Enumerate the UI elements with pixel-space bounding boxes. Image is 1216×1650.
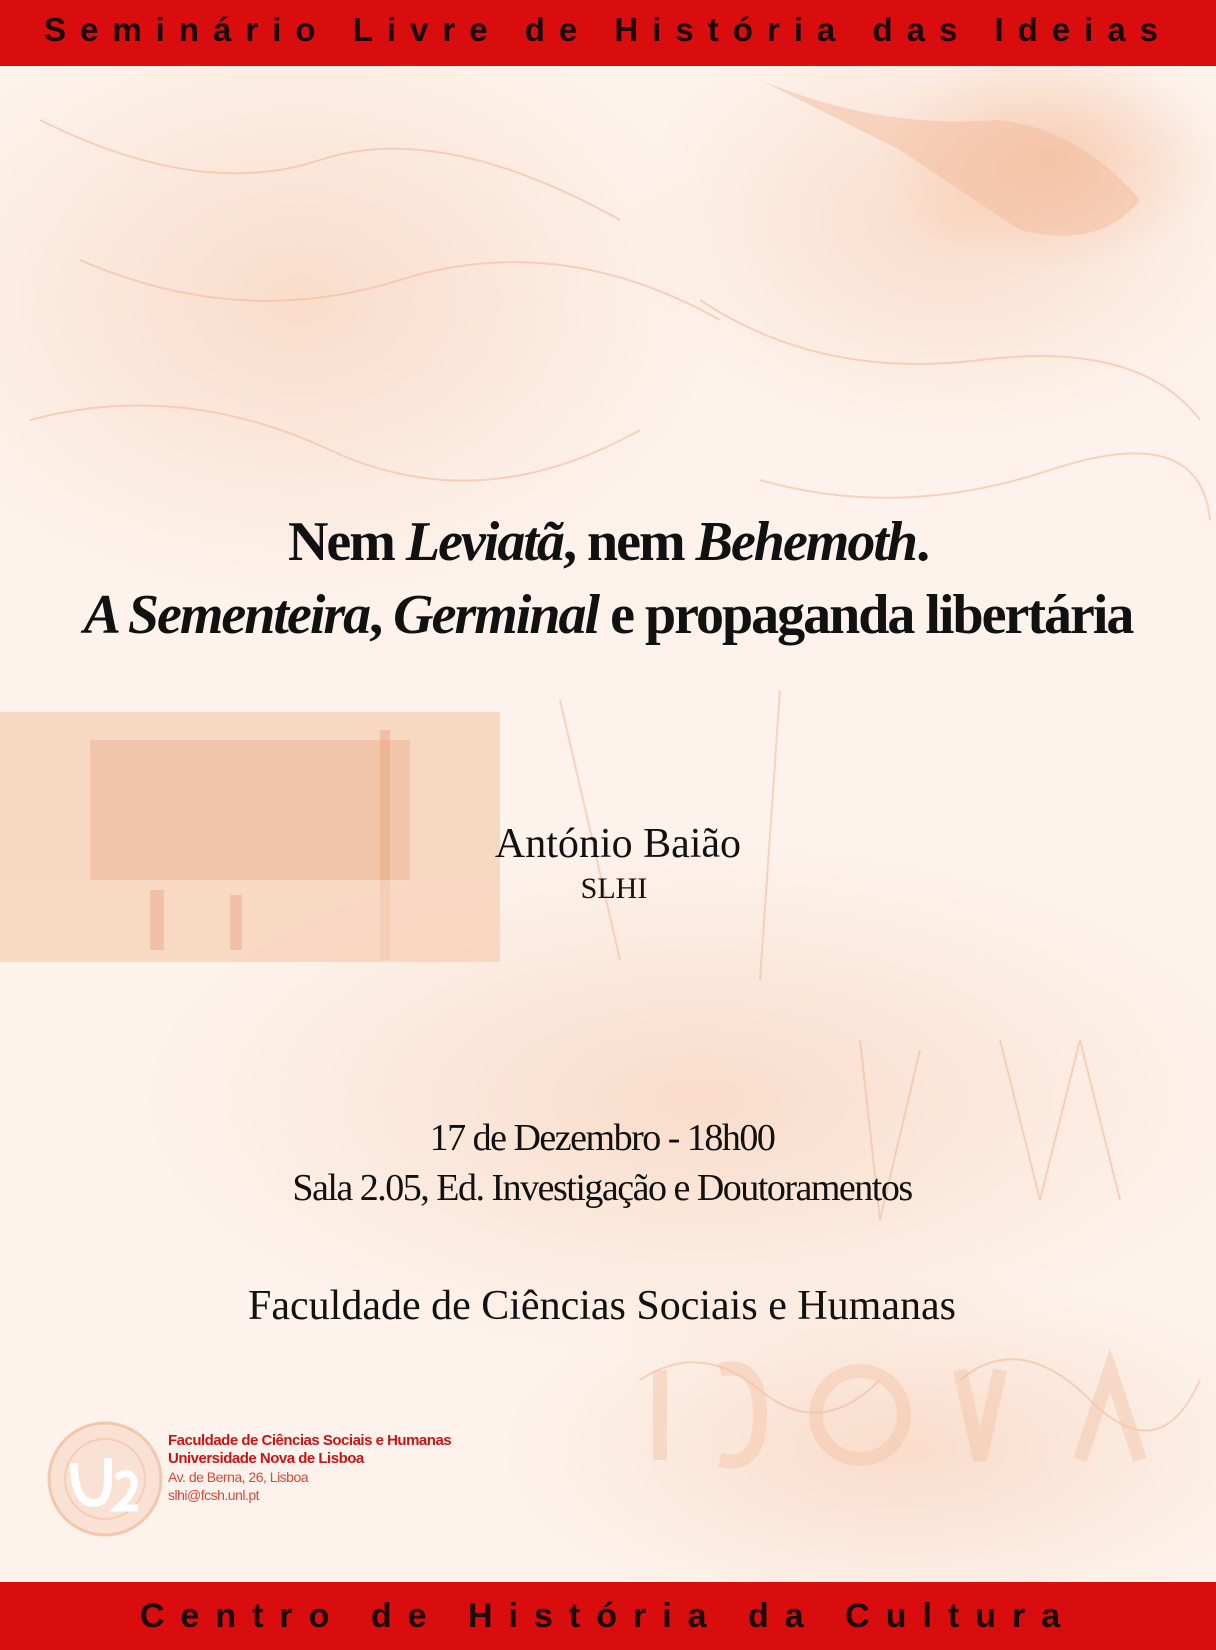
speaker-name: António Baião <box>494 821 742 867</box>
footer-university: Universidade Nova de Lisboa <box>168 1450 364 1467</box>
title-italic-germinal: Germinal <box>393 584 599 646</box>
title-italic-sementeira: A Sementeira <box>83 584 370 646</box>
footer-address: Av. de Berna, 26, Lisboa <box>168 1469 309 1485</box>
footer-email[interactable]: slhi@fcsh.unl.pt <box>168 1487 260 1503</box>
event-date-time: 17 de Dezembro - 18h00 <box>429 1117 775 1159</box>
speaker-affiliation: SLHI <box>580 872 648 905</box>
university-logo <box>44 1418 166 1540</box>
title-text: , nem <box>562 511 696 573</box>
header-title: Seminário Livre de História das Ideias <box>43 11 1173 48</box>
footer-title: Centro de História da Cultura <box>139 1596 1077 1635</box>
talk-title-line2 <box>0 583 1216 647</box>
footer-faculty: Faculdade de Ciências Sociais e Humanas <box>168 1432 452 1449</box>
title-text: Nem <box>287 511 406 573</box>
footer-band <box>0 1582 1216 1650</box>
title-text: . <box>916 511 929 573</box>
header-band <box>0 0 1216 66</box>
title-italic-leviata: Leviatã <box>405 511 563 573</box>
footer-info <box>168 1432 451 1504</box>
talk-title-line1 <box>0 510 1216 574</box>
event-venue: Faculdade de Ciências Sociais e Humanas <box>248 1283 956 1329</box>
title-italic-behemoth: Behemoth <box>695 511 917 573</box>
event-room: Sala 2.05, Ed. Investigação e Doutoramentos <box>292 1167 912 1209</box>
title-text: , <box>369 584 394 646</box>
title-text: e propaganda libertária <box>598 584 1133 646</box>
